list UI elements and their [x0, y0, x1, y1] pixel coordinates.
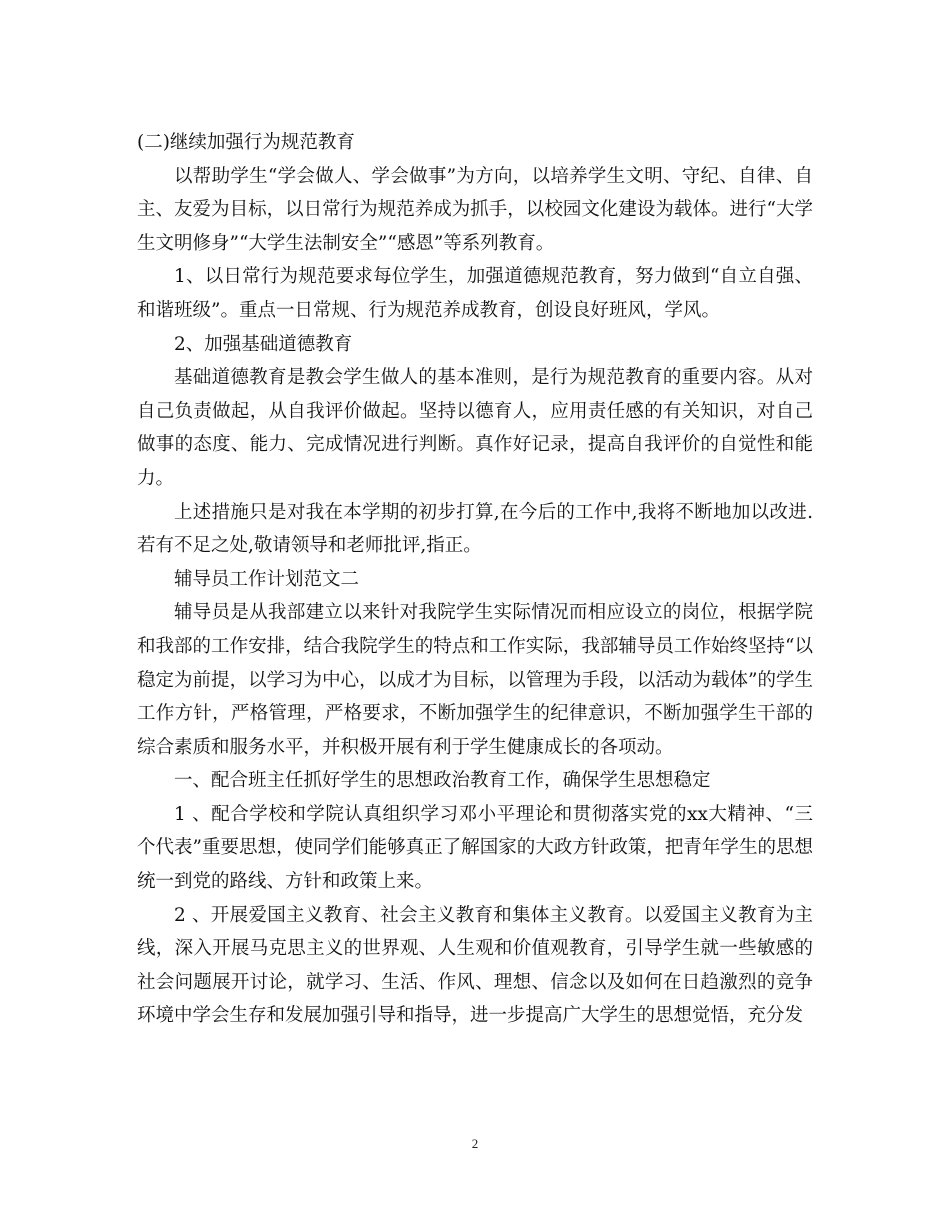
page-number: 2 [471, 1136, 479, 1151]
body-paragraph: 2 、开展爱国主义教育、社会主义教育和集体主义教育。以爱国主义教育为主线，深入开展马克思主义的世界观、人生观和价值观教育，引导学生就一些敏感的社会问题展开讨论，就学习、生活、作风、理想、信念以及如何在日趋激烈的竞争环境中学会生存和发展加强引导和指导，进一步提高广大学生的思想觉悟，充分发 [137, 904, 813, 1027]
body-paragraph: 1、以日常行为规范要求每位学生，加强道德规范教育，努力做到“自立自强、和谐班级”。重点一日常规、行为规范养成教育，创设良好班风，学风。 [137, 266, 813, 321]
subsection-heading: 2、加强基础道德教育 [174, 333, 353, 355]
section-heading: 辅导员工作计划范文二 [174, 568, 360, 590]
subsection-heading: 一、配合班主任抓好学生的思想政治教育工作，确保学生思想稳定 [174, 770, 711, 792]
body-paragraph: 以帮助学生“学会做人、学会做事”为方向，以培养学生文明、守纪、自律、自主、友爱为目标，以日常行为规范养成为抓手，以校园文化建设为载体。进行“大学生文明修身”“大学生法制安全”“感恩”等系列教育。 [137, 165, 813, 254]
body-paragraph: 1 、配合学校和学院认真组织学习邓小平理论和贯彻落实党的xx大精神、“三个代表”重要思想，使同学们能够真正了解国家的大政方针政策，把青年学生的思想统一到党的路线、方针和政策上来。 [137, 803, 813, 893]
section-heading: (二)继续加强行为规范教育 [137, 132, 355, 153]
document-body [137, 126, 813, 1033]
body-paragraph: 基础道德教育是教会学生做人的基本准则，是行为规范教育的重要内容。从对自己负责做起，从自我评价做起。坚持以德育人，应用责任感的有关知识，对自己做事的态度、能力、完成情况进行判断。真作好记录，提高自我评价的自觉性和能力。 [137, 367, 813, 489]
body-paragraph: 上述措施只是对我在本学期的初步打算,在今后的工作中,我将不断地加以改进.若有不足之处,敬请领导和老师批评,指正。 [137, 501, 813, 557]
body-paragraph: 辅导员是从我部建立以来针对我院学生实际情况而相应设立的岗位，根据学院和我部的工作安排，结合我院学生的特点和工作实际，我部辅导员工作始终坚持“以稳定为前提，以学习为中心，以成才为目标，以管理为手段，以活动为载体”的学生工作方针，严格管理，严格要求，不断加强学生的纪律意识，不断加强学生干部的综合素质和服务水平，并积极开展有利于学生健康成长的各项动。 [137, 602, 813, 758]
